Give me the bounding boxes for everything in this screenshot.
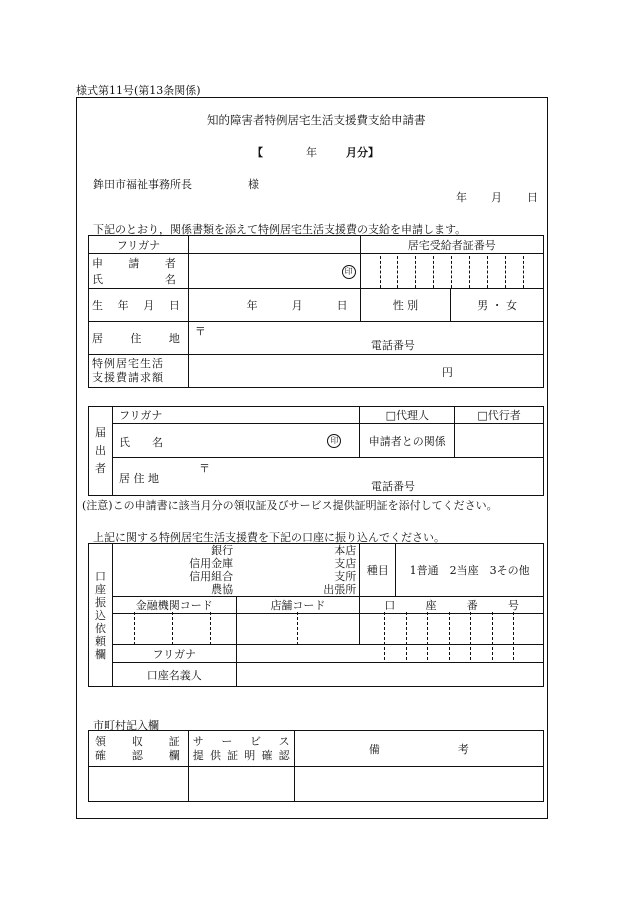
date-year: 年	[456, 191, 467, 204]
account-kind-label: 種目	[360, 544, 396, 597]
submitter-address-label: 居 住 地	[118, 472, 159, 485]
date-day: 日	[527, 191, 538, 204]
birth-field[interactable]: 年 月 日	[188, 289, 360, 322]
period-open: 【	[252, 146, 263, 159]
submitter-phone-label: 電話番号	[370, 480, 415, 493]
submitter-address-field[interactable]	[112, 458, 543, 496]
applicant-furigana-label: フリガナ	[89, 236, 189, 254]
birth-label: 生 年 月 日	[89, 289, 189, 322]
seal-icon: 印	[342, 265, 356, 279]
claim-amount-label: 特例居宅生活 支援費請求額	[89, 355, 189, 388]
submitter-furigana[interactable]: フリガナ	[112, 407, 359, 424]
attachment-note: (注意)この申請書に該当月分の領収証及びサービス提供証明証を添付してください。	[82, 499, 498, 512]
receipt-check-label: 領 収 証 確 認 欄	[89, 731, 189, 767]
claim-amount-field[interactable]	[188, 355, 543, 388]
service-proof-field[interactable]	[188, 767, 294, 802]
holder-name-field[interactable]	[236, 663, 543, 687]
bank-intro: 上記に関する特例居宅生活支援費を下記の口座に振り込んでください。	[93, 531, 445, 544]
submitter-table	[88, 406, 544, 496]
applicant-name-label: 申 請 者 氏 名	[89, 254, 189, 289]
submitter-side-label: 届 出 者	[89, 407, 113, 496]
inst-code-field[interactable]	[112, 614, 236, 645]
remarks-label: 備 考	[294, 731, 543, 767]
holder-furigana-field[interactable]	[236, 645, 543, 663]
addressee-office: 鉾田市福祉事務所長	[93, 178, 192, 191]
remarks-field[interactable]	[294, 767, 543, 802]
institution-type-cell[interactable]: 銀行 信用金庫 信用組合 農協	[112, 544, 236, 597]
account-number-field[interactable]	[360, 614, 544, 645]
service-proof-label: サ ー ビ ス 提 供 証 明 確 認	[188, 731, 294, 767]
period-year: 年	[306, 146, 317, 159]
phone-label: 電話番号	[370, 339, 415, 352]
holder-furigana-label: フリガナ	[112, 645, 236, 663]
holder-name-label: 口座名義人	[112, 663, 236, 687]
relation-label: 申請者との関係	[360, 424, 455, 458]
yen-unit: 円	[441, 366, 453, 379]
sex-options[interactable]: 男 ・ 女	[451, 289, 544, 322]
form-title: 知的障害者特例居宅生活支援費支給申請書	[207, 113, 426, 127]
applicant-name-field[interactable]	[188, 254, 360, 289]
cert-number-label: 居宅受給者証番号	[360, 236, 543, 254]
branch-code-label: 店舗コード	[236, 597, 360, 614]
inst-code-label: 金融機関コード	[112, 597, 236, 614]
form-number: 様式第11号(第13条関係)	[76, 84, 201, 97]
submitter-name-label: 氏 名	[118, 436, 163, 449]
receipt-check-field[interactable]	[89, 767, 189, 802]
period-month: 月分】	[346, 146, 379, 159]
intro-text: 下記のとおり，関係書類を添えて特例居宅生活支援費の支給を申請します。	[93, 223, 467, 236]
address-field[interactable]	[188, 322, 543, 355]
postal-mark: 〒	[194, 325, 206, 338]
agent-checkbox[interactable]: □代理人	[360, 407, 455, 424]
account-number-label: 口 座 番 号	[360, 597, 544, 614]
municipal-heading: 市町村記入欄	[93, 719, 159, 732]
date-month: 月	[491, 191, 502, 204]
account-kind-options[interactable]: 1普通 2当座 3その他	[396, 544, 544, 597]
branch-type-cell[interactable]: 本店 支店 支所 出張所	[236, 544, 360, 597]
sex-label: 性 別	[360, 289, 451, 322]
submitter-seal-icon: 印	[327, 434, 341, 448]
bank-table	[88, 543, 544, 687]
address-label: 居 住 地	[89, 322, 189, 355]
bank-side-label: 口 座 振 込 依 頼 欄	[89, 544, 113, 687]
addressee-honorific: 様	[248, 178, 259, 191]
applicant-table	[88, 235, 544, 388]
relation-field[interactable]	[455, 424, 544, 458]
submitter-name-field[interactable]	[112, 424, 359, 458]
submitter-postal-mark: 〒	[198, 462, 210, 475]
applicant-furigana-field[interactable]	[188, 236, 360, 254]
proxy-checkbox[interactable]: □代行者	[455, 407, 544, 424]
municipal-table	[88, 730, 544, 802]
